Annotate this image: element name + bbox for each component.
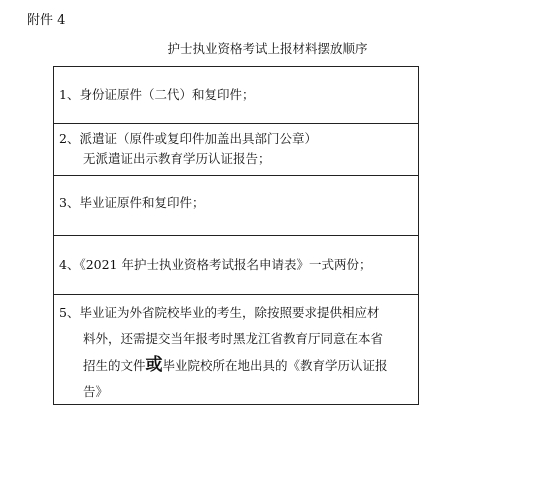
- document-title: 护士执业资格考试上报材料摆放顺序: [167, 41, 368, 56]
- item-4-text: 4、《2021 年护士执业资格考试报名申请表》一式两份；: [59, 257, 372, 272]
- item-2-line-2: 无派遣证出示教育学历认证报告；: [83, 151, 271, 166]
- attachment-label: 附件 4: [27, 13, 66, 28]
- item-3-text: 3、毕业证原件和复印件；: [59, 195, 205, 210]
- item-1-text: 1、身份证原件（二代）和复印件；: [59, 87, 255, 102]
- item-5-line-4: 告》: [83, 384, 109, 399]
- table-row: [54, 175, 418, 235]
- item-5-line-3-end: 毕业院校所在地出具的《教育学历认证报: [162, 358, 388, 373]
- item-2-line-1: 2、派遣证（原件或复印件加盖出具部门公章）: [59, 131, 317, 146]
- table-row: [54, 67, 418, 123]
- table-row: [54, 235, 418, 294]
- emphasized-or: 或: [145, 355, 163, 375]
- item-5-line-1: 5、毕业证为外省院校毕业的考生，除按照要求提供相应材: [59, 305, 380, 320]
- item-5-line-3-start: 招生的文件: [83, 358, 146, 373]
- item-5-line-2: 料外，还需提交当年报考时黑龙江省教育厅同意在本省: [83, 331, 384, 346]
- item-5-line-3: [59, 352, 412, 379]
- table-row: [54, 294, 418, 404]
- table-row: [54, 123, 418, 175]
- materials-table: [53, 66, 419, 405]
